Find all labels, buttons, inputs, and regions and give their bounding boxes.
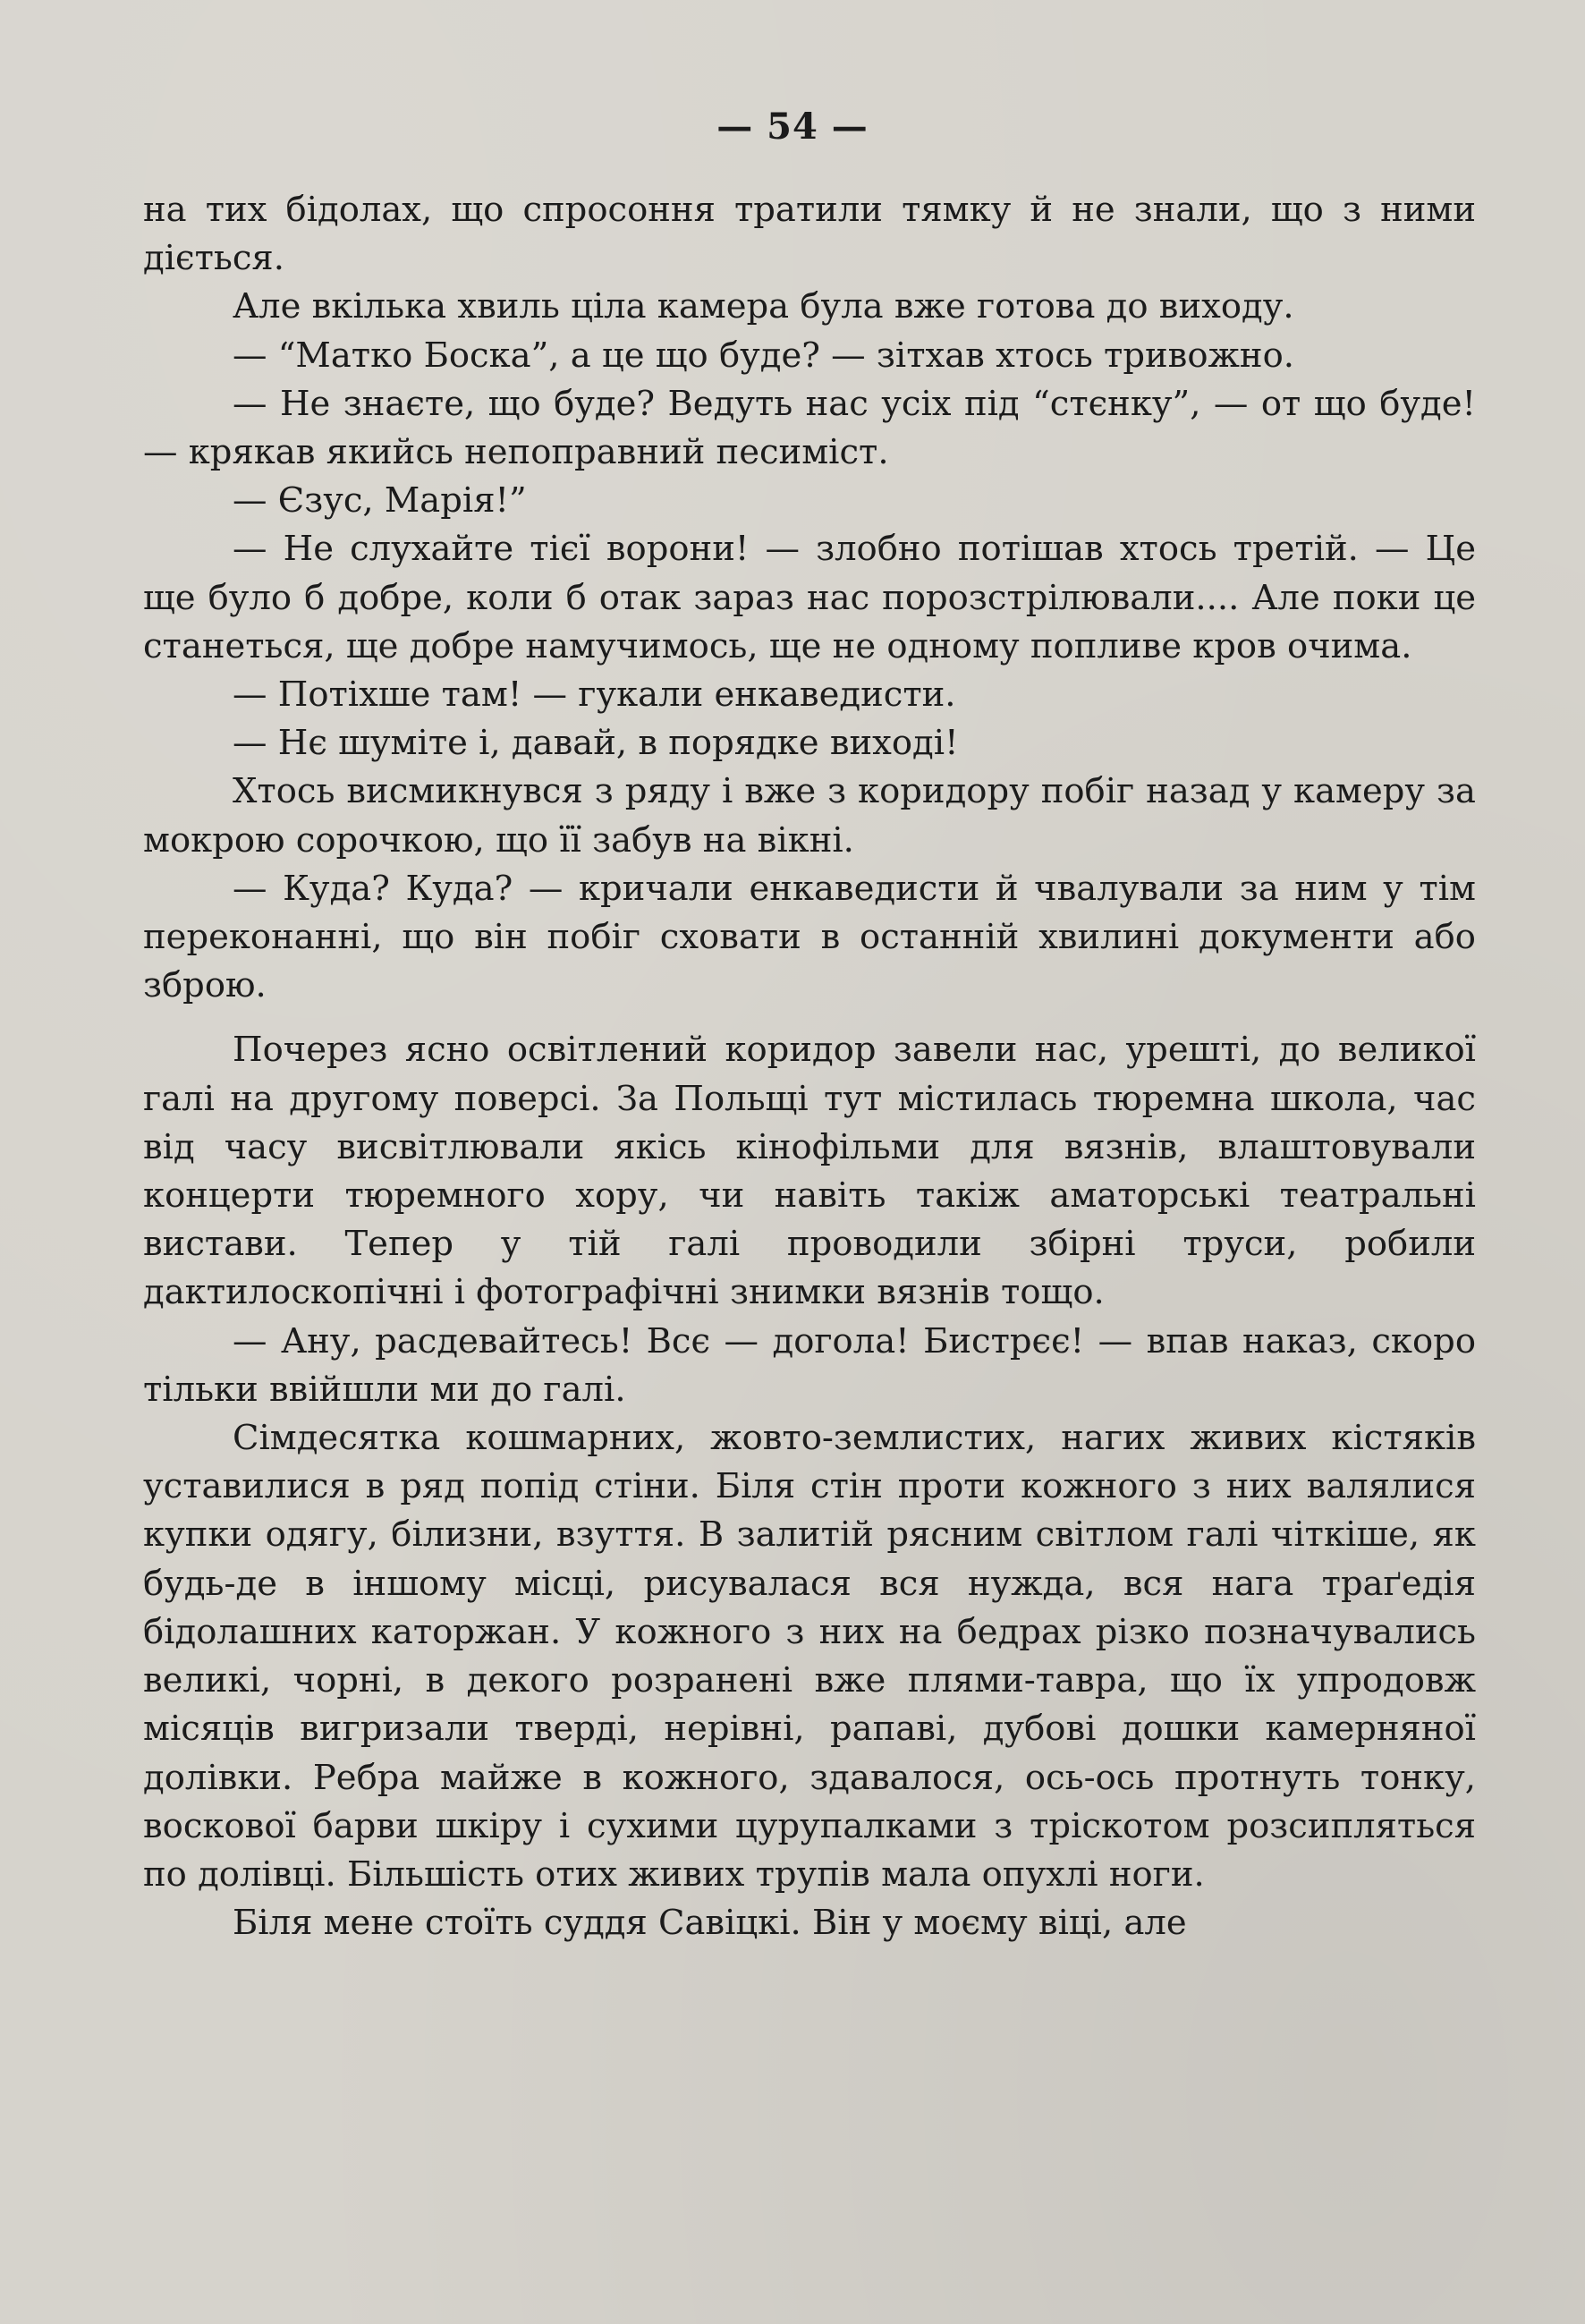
paragraph: Але вкілька хвиль ціла камера була вже готова до виходу.: [233, 286, 1294, 327]
paragraph: Біля мене стоїть суддя Савіцкі. Він у моєму віці, але: [233, 1903, 1187, 1944]
body-text: [143, 186, 1476, 1947]
dialogue-line: — “Матко Боска”, а це що буде? — зітхав хтось тривожно.: [233, 335, 1294, 376]
dialogue-line: — Єзус, Марія!”: [233, 480, 527, 522]
dialogue-line: — Ану, расдевайтесь! Всє — догола! Бистрєє! — впав наказ, скоро тільки ввійшли ми до галі.: [143, 1320, 1476, 1410]
page-number: — 54 —: [716, 106, 869, 148]
paragraph: Почерез ясно освітлений коридор завели нас, урешті, до великої галі на другому поверсі. За Польщі тут містилась тюремна школа, час від часу висвітлювали якісь кінофільми для вязнів, влаштовували концерти тюремного хору, чи навіть такіж аматорські театральні вистави. Тепер у тій галі проводили збірні труси, робили дактилоскопічні і фотографічні знимки вязнів тощо.: [143, 1030, 1476, 1313]
dialogue-line: — Куда? Куда? — кричали енкаведисти й чвалували за ним у тім переконанні, що він побіг сховати в останній хвилині документи або зброю.: [143, 868, 1476, 1006]
dialogue-line: — Потіхше там! — гукали енкаведисти.: [233, 674, 956, 716]
paragraph: Хтось висмикнувся з ряду і вже з коридору побіг назад у камеру за мокрою сорочкою, що її забув на вікні.: [143, 771, 1476, 861]
paragraph: на тих бідолах, що спросоння тратили тямку й не знали, що з ними діється.: [143, 190, 1476, 279]
paragraph: Сімдесятка кошмарних, жовто-землистих, нагих живих кістяків уставилися в ряд попід стіни. Біля стін проти кожного з них валялися купки одягу, білизни, взуття. В залитій рясним світлом галі чіткіше, як будь-де в іншому місці, рисувалася вся нужда, вся нага траґедія бідолашних каторжан. У кожного з них на бедрах різко позначувались великі, чорні, в декого розранені вже плями-тавра, що їх упродовж місяців вигризали тверді, нерівні, рапаві, дубові дошки камерняної долівки. Ребра майже в кожного, здавалося, ось-ось протнуть тонку, воскової барви шкіру і сухими цурупалками з тріскотом розсипляться по долівці. Більшість отих живих трупів мала опухлі ноги.: [143, 1418, 1476, 1895]
dialogue-line: — Нє шуміте і, давай, в порядке виході!: [233, 723, 959, 764]
dialogue-line: — Не слухайте тієї ворони! — злобно потішав хтось третій. — Це ще було б добре, коли б отак зараз нас порозстрілювали.... Але поки це станеться, ще добре намучимось, ще не одному попливе кров очима.: [143, 529, 1476, 666]
dialogue-line: — Не знаєте, що буде? Ведуть нас усіх під “стєнку”, — от що буде! — крякав якийсь непоправний песиміст.: [143, 383, 1476, 473]
